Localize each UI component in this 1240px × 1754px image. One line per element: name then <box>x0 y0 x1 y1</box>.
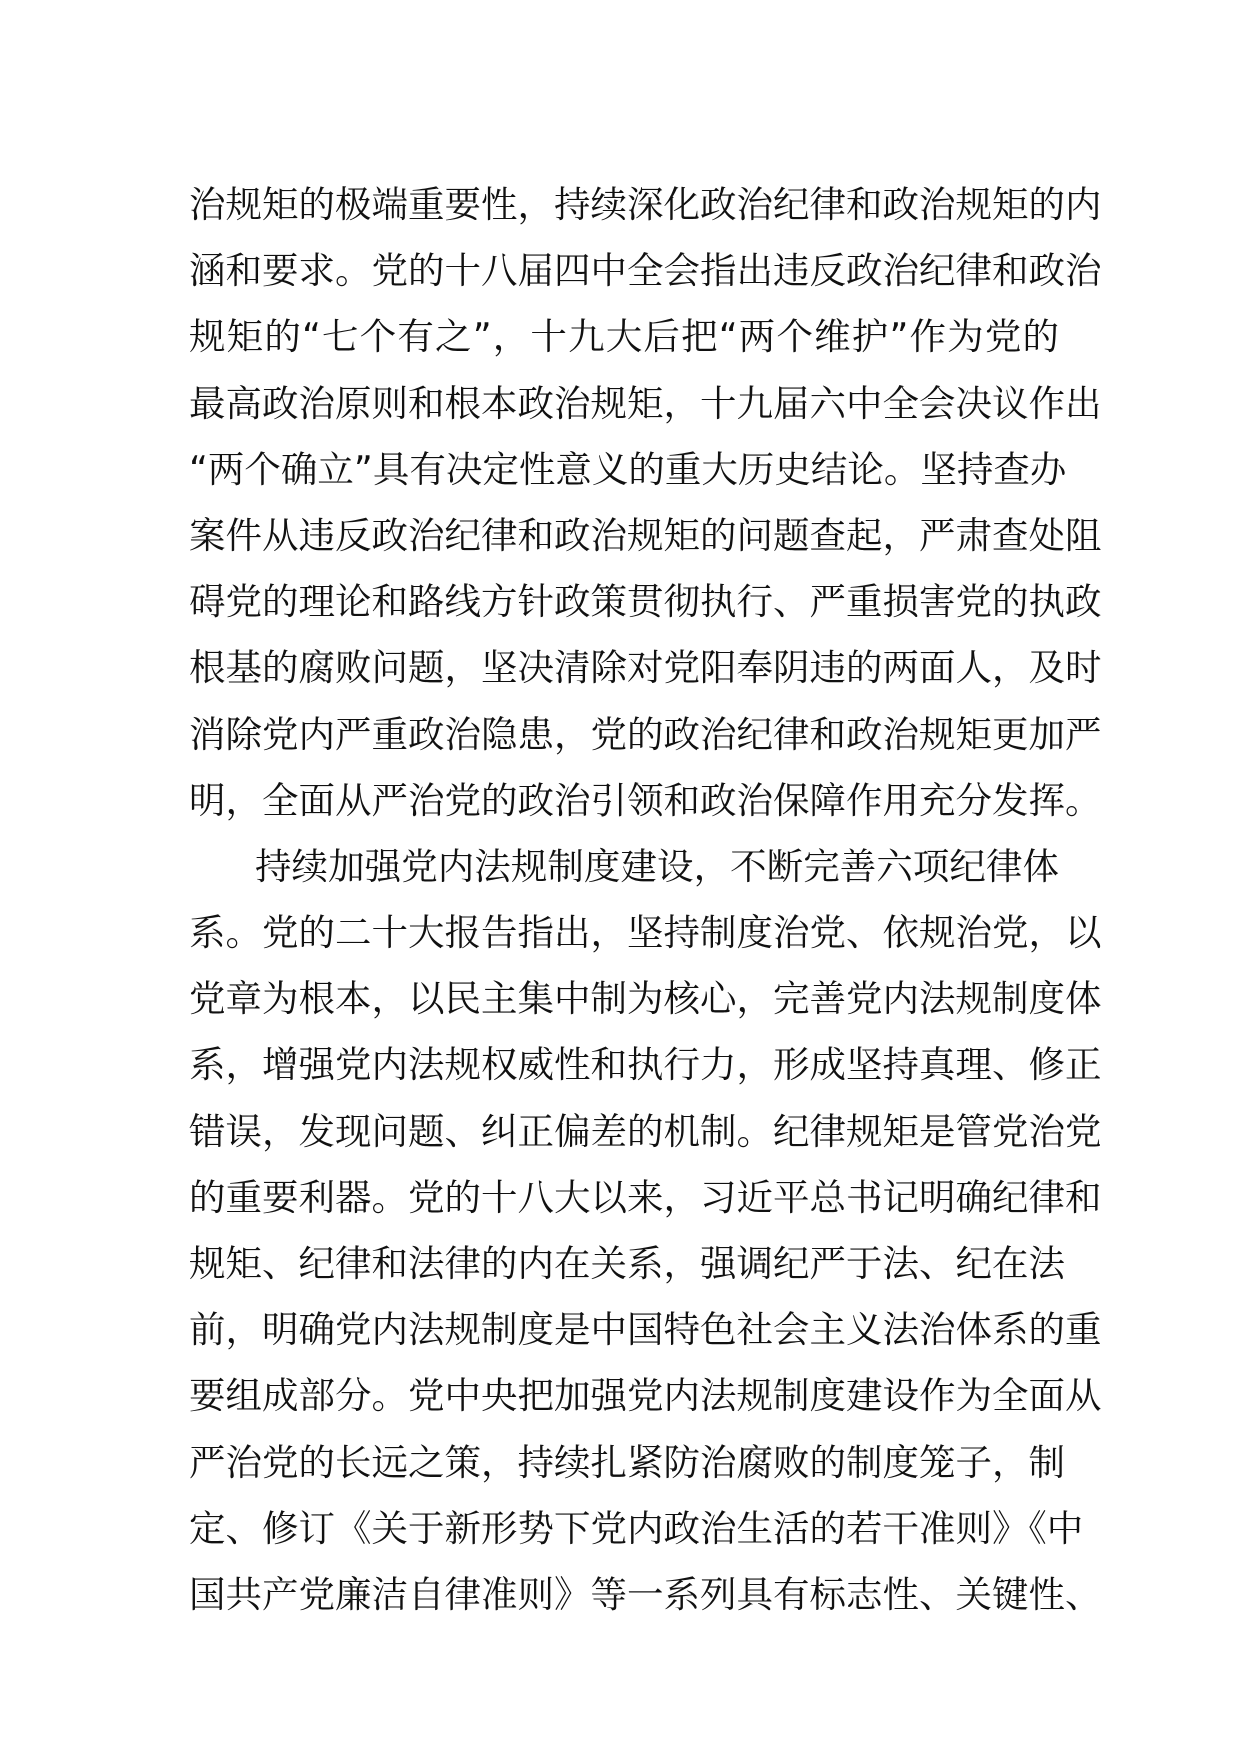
body-text <box>189 172 1102 1628</box>
paragraph-line: 最高政治原则和根本政治规矩，十九届六中全会决议作出 <box>189 381 1102 425</box>
paragraph-line: 规矩、纪律和法律的内在关系，强调纪严于法、纪在法 <box>189 1242 1065 1285</box>
paragraph-line: 持续加强党内法规制度建设，不断完善六项纪律体 <box>255 844 1059 888</box>
paragraph-line: 党章为根本，以民主集中制为核心，完善党内法规制度体 <box>189 977 1102 1021</box>
paragraph-line: 案件从违反政治纪律和政治规矩的问题查起，严肃查处阻 <box>189 513 1102 557</box>
paragraph-line: 消除党内严重政治隐患，党的政治纪律和政治规矩更加严 <box>189 712 1102 756</box>
paragraph-1 <box>189 172 1102 834</box>
paragraph-line: 明，全面从严治党的政治引领和政治保障作用充分发挥。 <box>189 778 1102 822</box>
paragraph-line: 要组成部分。党中央把加强党内法规制度建设作为全面从 <box>189 1374 1102 1418</box>
paragraph-line: 系，增强党内法规权威性和执行力，形成坚持真理、修正 <box>189 1043 1102 1087</box>
paragraph-line: “两个确立”具有决定性意义的重大历史结论。坚持查办 <box>189 447 1067 491</box>
paragraph-line: 前，明确党内法规制度是中国特色社会主义法治体系的重 <box>189 1308 1102 1352</box>
paragraph-line: 碍党的理论和路线方针政策贯彻执行、严重损害党的执政 <box>189 580 1102 624</box>
paragraph-line: 涵和要求。党的十八届四中全会指出违反政治纪律和政治 <box>189 249 1102 293</box>
paragraph-line: 根基的腐败问题，坚决清除对党阳奉阴违的两面人，及时 <box>189 646 1102 690</box>
paragraph-line: 治规矩的极端重要性，持续深化政治纪律和政治规矩的内 <box>189 183 1102 226</box>
paragraph-line: 错误，发现问题、纠正偏差的机制。纪律规矩是管党治党 <box>189 1109 1102 1153</box>
paragraph-line: 的重要利器。党的十八大以来，习近平总书记明确纪律和 <box>189 1175 1102 1219</box>
paragraph-2 <box>189 834 1102 1628</box>
paragraph-line: 系。党的二十大报告指出，坚持制度治党、依规治党，以 <box>189 911 1102 955</box>
paragraph-line: 定、修订《关于新形势下党内政治生活的若干准则》《中 <box>189 1506 1084 1550</box>
paragraph-line: 规矩的“七个有之”，十九大后把“两个维护”作为党的 <box>189 315 1059 359</box>
paragraph-line: 严治党的长远之策，持续扎紧防治腐败的制度笼子，制 <box>189 1440 1065 1484</box>
paragraph-line: 国共产党廉洁自律准则》等一系列具有标志性、关键性、 <box>189 1572 1102 1616</box>
